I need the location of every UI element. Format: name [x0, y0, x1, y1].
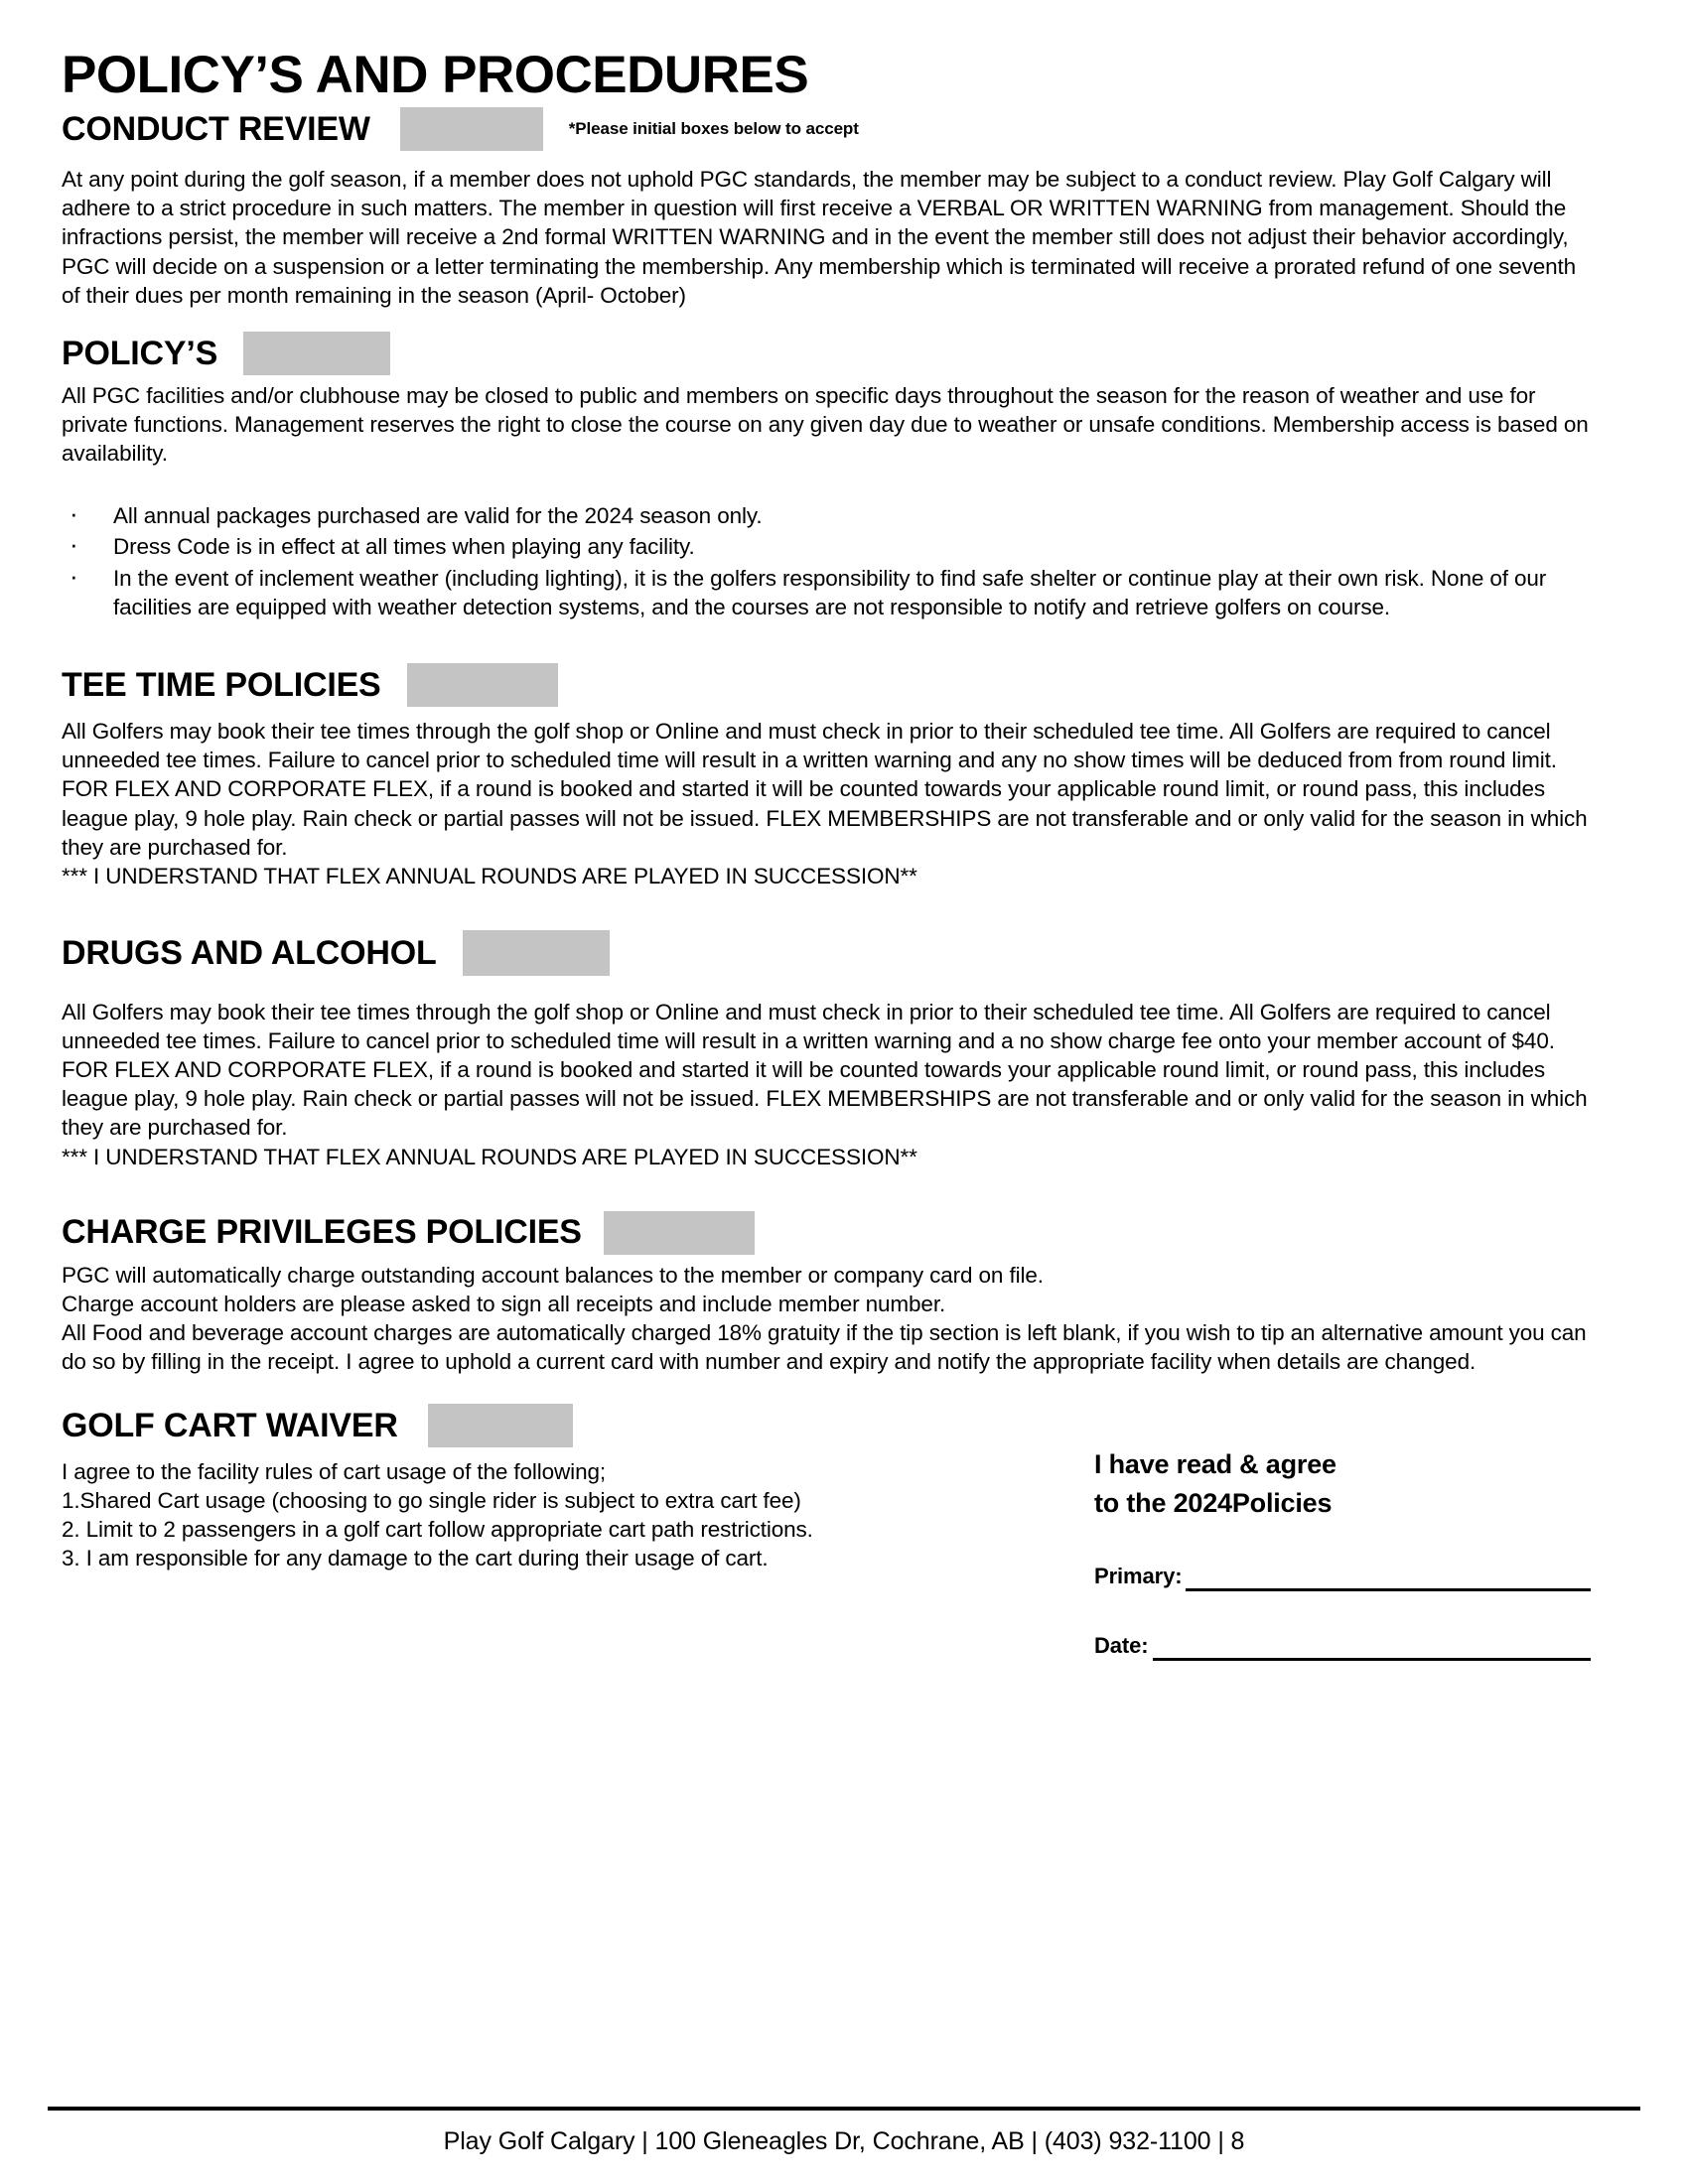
primary-signature-label: Primary: [1094, 1563, 1183, 1588]
signature-block [1045, 1404, 1591, 1661]
date-line[interactable] [1153, 1657, 1591, 1661]
primary-signature-line[interactable] [1186, 1587, 1591, 1591]
charge-privileges-line-1: PGC will automatically charge outstanding account balances to the member or company card on file. [62, 1262, 1044, 1288]
section-title-tee-time-policies: TEE TIME POLICIES [62, 665, 381, 704]
footer-divider [48, 2107, 1640, 2111]
list-item: · Dress Code is in effect at all times when playing any facility. [62, 532, 1591, 561]
date-label: Date: [1094, 1632, 1149, 1658]
section-header-charge-privileges [62, 1211, 1591, 1255]
section-header-golf-cart-waiver [62, 1404, 1045, 1447]
initial-box-policys[interactable] [243, 332, 390, 375]
footer-text: Play Golf Calgary | 100 Gleneagles Dr, Cochrane, AB | (403) 932-1100 | 8 [443, 2127, 1245, 2155]
list-item: · In the event of inclement weather (including lighting), it is the golfers responsibility to find safe shelter or continue play at their own risk. None of our facilities are equipped with weather detection systems, and the courses are not responsible to notify and retrieve golfers on course. [62, 564, 1591, 622]
date-field[interactable] [1094, 1632, 1591, 1661]
initial-box-tee-time-policies[interactable] [407, 663, 558, 707]
primary-signature-field[interactable] [1094, 1563, 1591, 1591]
acknowledgement-tee-time: *** I UNDERSTAND THAT FLEX ANNUAL ROUNDS ARE PLAYED IN SUCCESSION** [62, 863, 917, 888]
golf-cart-waiver-item-2: 2. Limit to 2 passengers in a golf cart follow appropriate cart path restrictions. [62, 1517, 813, 1543]
section-header-drugs-and-alcohol [62, 930, 1591, 976]
golf-cart-waiver-item-1: 1.Shared Cart usage (choosing to go single rider is subject to extra cart fee) [62, 1488, 801, 1514]
acknowledgement-drugs-and-alcohol: *** I UNDERSTAND THAT FLEX ANNUAL ROUNDS ARE PLAYED IN SUCCESSION** [62, 1144, 917, 1169]
agree-statement-line-2: to the 2024Policies [1094, 1487, 1333, 1518]
section-header-conduct-review [62, 107, 1591, 151]
list-item: · All annual packages purchased are valid for the 2024 season only. [62, 501, 1591, 530]
initial-box-golf-cart-waiver[interactable] [428, 1404, 573, 1447]
section-header-policys [62, 332, 1591, 375]
agree-statement-line-1: I have read & agree [1094, 1449, 1336, 1480]
section-title-drugs-and-alcohol: DRUGS AND ALCOHOL [62, 933, 437, 972]
section-title-golf-cart-waiver: GOLF CART WAIVER [62, 1406, 398, 1444]
charge-privileges-line-2: Charge account holders are please asked to sign all receipts and include member number. [62, 1291, 946, 1316]
document-content [62, 48, 1591, 1661]
charge-privileges-line-3: All Food and beverage account charges are automatically charged 18% gratuity if the tip section is left blank, if you wish to tip an alternative amount you can do so by filling in the receipt. I agree to uphold a current card with number and expiry and notify the appropriate facility when details are changed. [62, 1319, 1587, 1375]
initial-box-conduct-review[interactable] [400, 107, 543, 151]
golf-cart-waiver-column [62, 1404, 1045, 1572]
paragraph-policys: All PGC facilities and/or clubhouse may be closed to public and members on specific days throughout the season for the reason of weather and use for private functions. Management reserves the right to close the course on any given day due to weather or unsafe conditions. Membership access is based on availability. [62, 382, 1589, 467]
section-title-charge-privileges: CHARGE PRIVILEGES POLICIES [62, 1213, 582, 1252]
paragraph-drugs-and-alcohol: All Golfers may book their tee times through the golf shop or Online and must check in prior to their scheduled tee time. All Golfers are required to cancel unneeded tee times. Failure to cancel prior to scheduled time will result in a written warning and a no show charge fee onto your member account of $40. FOR FLEX AND CORPORATE FLEX, if a round is booked and started it will be counted towards your applicable round limit, or round pass, this includes league play, 9 hole play. Rain check or partial passes will not be issued. FLEX MEMBERSHIPS are not transferable and or only valid for the season in which they are purchased for. [62, 999, 1588, 1141]
section-title-conduct-review: CONDUCT REVIEW [62, 109, 370, 148]
golf-cart-waiver-item-3: 3. I am responsible for any damage to the cart during their usage of cart. [62, 1546, 769, 1571]
section-header-tee-time-policies [62, 663, 1591, 707]
page-title: POLICY’S AND PROCEDURES [62, 46, 809, 104]
initial-box-drugs-and-alcohol[interactable] [463, 930, 610, 976]
initial-instruction-note: *Please initial boxes below to accept [568, 119, 859, 139]
paragraph-conduct-review: At any point during the golf season, if a member does not uphold PGC standards, the member may be subject to a conduct review. Play Golf Calgary will adhere to a strict procedure in such matters. The member in question will first receive a VERBAL OR WRITTEN WARNING from management. Should the infractions persist, the member will receive a 2nd formal WRITTEN WARNING and in the event the member still does not adjust their behavior accordingly, PGC will decide on a suspension or a letter terminating the membership. Any membership which is terminated will receive a prorated refund of one seventh of their dues per month remaining in the season (April- October) [62, 167, 1577, 308]
section-title-policys: POLICY’S [62, 334, 218, 372]
golf-cart-waiver-intro: I agree to the facility rules of cart usage of the following; [62, 1459, 606, 1485]
policys-bullet-list [62, 501, 1591, 621]
initial-box-charge-privileges[interactable] [604, 1211, 755, 1255]
golf-cart-waiver-and-signature-row [62, 1404, 1591, 1661]
paragraph-tee-time-policies: All Golfers may book their tee times through the golf shop or Online and must check in prior to their scheduled tee time. All Golfers are required to cancel unneeded tee times. Failure to cancel prior to scheduled time will result in a written warning and any no show times will be deduced from from round limit. FOR FLEX AND CORPORATE FLEX, if a round is booked and started it will be counted towards your applicable round limit, or round pass, this includes league play, 9 hole play. Rain check or partial passes will not be issued. FLEX MEMBERSHIPS are not transferable and or only valid for the season in which they are purchased for. [62, 719, 1588, 860]
